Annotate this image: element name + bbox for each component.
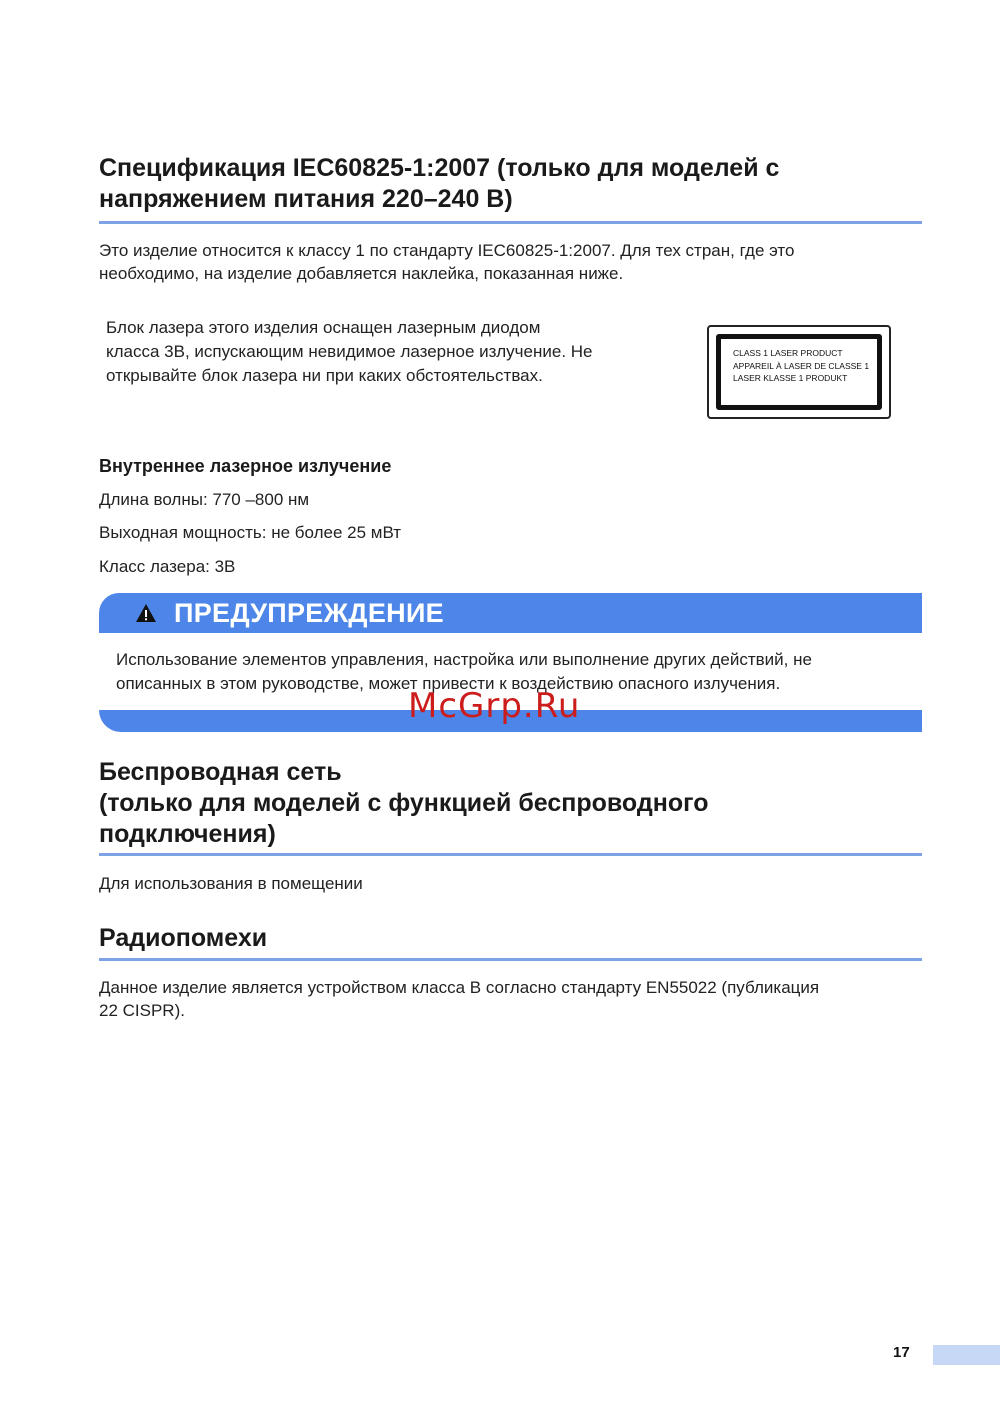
laser-class-spec: Класс лазера: 3B: [99, 557, 236, 576]
paragraph-line: Это изделие относится к классу 1 по стандарту IEC60825-1:2007. Для тех стран, где это: [99, 241, 795, 260]
wireless-paragraph: Для использования в помещении: [99, 874, 363, 893]
section-divider: [99, 221, 922, 224]
paragraph-line: класса 3B, испускающим невидимое лазерное излучение. Не: [106, 342, 593, 361]
paragraph-line: необходимо, на изделие добавляется наклейка, показанная ниже.: [99, 264, 624, 283]
paragraph-line: открывайте блок лазера ни при каких обстоятельствах.: [106, 366, 543, 385]
section-divider: [99, 853, 922, 856]
page-tab: [933, 1345, 1000, 1365]
internal-radiation-heading: Внутреннее лазерное излучение: [99, 456, 392, 476]
page-number: 17: [893, 1344, 910, 1361]
warning-title: ПРЕДУПРЕЖДЕНИЕ: [174, 598, 444, 628]
section-title-radio-interference: Радиопомехи: [99, 924, 268, 952]
laser-product-label: [707, 325, 891, 419]
label-line: LASER KLASSE 1 PRODUKT: [733, 373, 848, 383]
output-power-spec: Выходная мощность: не более 25 мВт: [99, 523, 402, 542]
section-title-line: Спецификация IEC60825-1:2007 (только для моделей с: [99, 154, 780, 182]
iec-intro-paragraph: [99, 239, 929, 285]
laser-unit-paragraph: [106, 316, 686, 388]
label-line: CLASS 1 LASER PRODUCT: [733, 348, 843, 358]
section-title-line: Беспроводная сеть: [99, 758, 342, 786]
warning-triangle-icon: [135, 603, 157, 628]
radio-interference-paragraph: [99, 976, 929, 1022]
warning-header-bar: [99, 593, 922, 633]
laser-label-frame: [716, 334, 882, 410]
section-title-line: напряжением питания 220–240 В): [99, 185, 513, 213]
paragraph-line: Данное изделие является устройством класса B согласно стандарту EN55022 (публикация: [99, 978, 820, 997]
wavelength-spec: Длина волны: 770 –800 нм: [99, 490, 310, 509]
section-title-iec: [99, 153, 919, 215]
paragraph-line: Блок лазера этого изделия оснащен лазерным диодом: [106, 318, 541, 337]
label-line: APPAREIL À LASER DE CLASSE 1: [733, 360, 870, 371]
section-divider: [99, 958, 922, 961]
paragraph-line: описанных в этом руководстве, может привести к воздействию опасного излучения.: [116, 674, 781, 693]
paragraph-line: 22 CISPR).: [99, 1001, 185, 1020]
section-title-line: (только для моделей с функцией беспроводного: [99, 789, 709, 817]
paragraph-line: Использование элементов управления, настройка или выполнение других действий, не: [116, 650, 812, 669]
watermark: McGrp.Ru: [408, 686, 581, 726]
section-title-wireless: [99, 757, 919, 850]
section-title-line: подключения): [99, 820, 276, 848]
